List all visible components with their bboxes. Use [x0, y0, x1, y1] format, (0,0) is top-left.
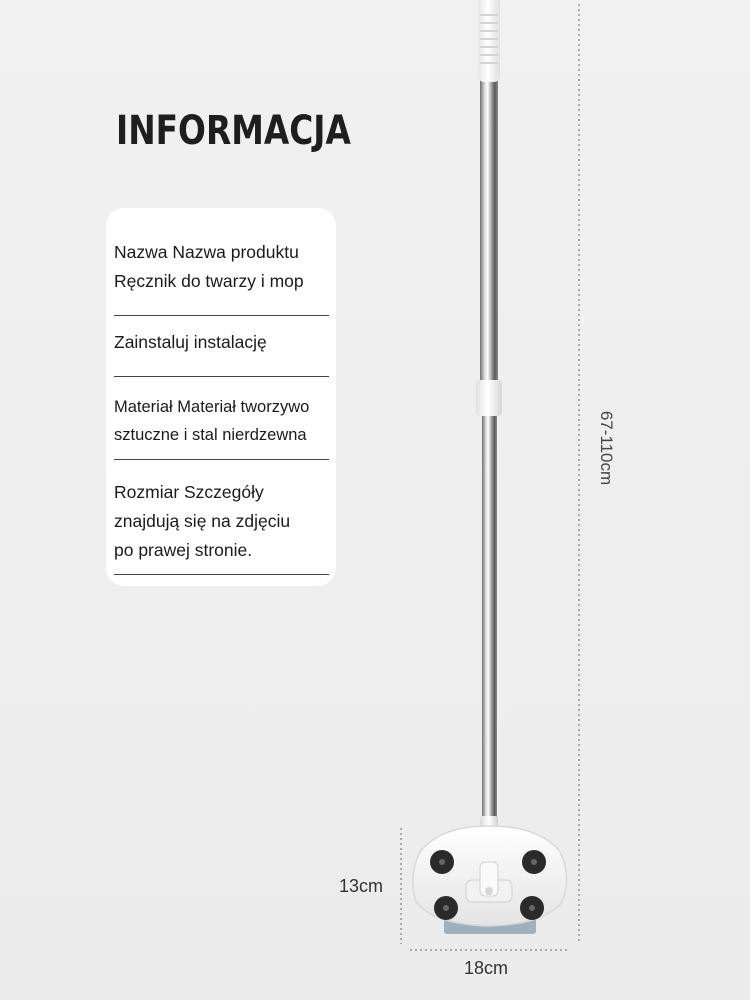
mop-pole-upper — [480, 80, 498, 382]
suction-cup-icon — [434, 896, 458, 920]
product-name-line-1: Nazwa Nazwa produktu — [114, 242, 299, 262]
install-text: Zainstaluj instalację — [114, 332, 267, 352]
mop-handle-grip — [478, 0, 500, 82]
mop-neck — [480, 816, 498, 862]
divider — [114, 574, 329, 575]
divider — [114, 315, 329, 316]
page-title: INFORMACJA — [116, 108, 351, 154]
size-line-1: Rozmiar Szczegóły — [114, 482, 264, 502]
mop-pad-base — [444, 918, 536, 934]
suction-cup-icon — [520, 896, 544, 920]
divider — [114, 459, 329, 460]
head-height-label: 13cm — [339, 876, 384, 896]
size-line-2: znajdują się na zdjęciu — [114, 511, 291, 531]
size-line-3: po prawej stronie. — [114, 540, 253, 560]
length-dimension-label: 67-110cm — [597, 410, 616, 486]
material-line-2: sztuczne i stal nierdzewna — [114, 426, 307, 444]
mop-pole-lower — [482, 414, 497, 818]
info-card — [106, 208, 336, 586]
suction-cup-icon — [522, 850, 546, 874]
suction-cup-icon — [430, 850, 454, 874]
telescopic-joint — [476, 380, 502, 416]
divider — [114, 376, 329, 377]
product-name-line-2: Ręcznik do twarzy i mop — [114, 271, 304, 291]
material-line-1: Materiał Materiał tworzywo — [114, 398, 310, 416]
head-width-label: 18cm — [464, 958, 509, 978]
